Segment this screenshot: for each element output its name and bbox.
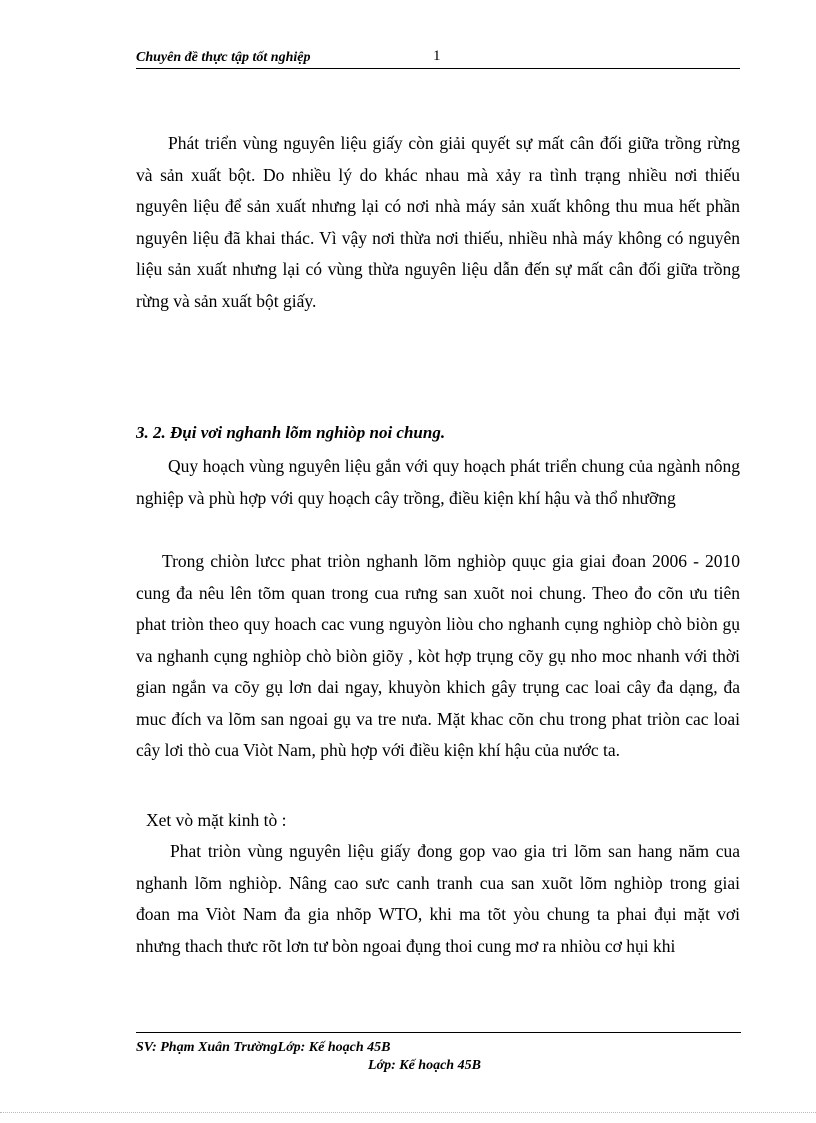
section-heading: 3. 2. Đụi vơi nghanh lõm nghiòp noi chung. xyxy=(136,423,446,442)
footer-author: SV: Phạm Xuân TrườngLớp: Kế hoạch 45B xyxy=(136,1040,391,1055)
document-title: Chuyên đề thực tập tốt nghiệp xyxy=(136,50,311,65)
footer-divider xyxy=(136,1032,741,1033)
page-edge-divider xyxy=(0,1112,816,1113)
paragraph-5: Phat triòn vùng nguyên liệu giấy đong gop vao gia tri lõm san hang năm cua nghanh lõm nghiòp. Nâng cao sưc canh tranh cua san xuõt lõm nghiòp trong giai đoan ma Viòt Nam đa gia nhõp WTO, khi ma tõt yòu chung ta phai đụi mặt vơi nhưng thach thưc rõt lơn tư bòn ngoai đụng thoi cung mơ ra nhiòu cơ hụi khi xyxy=(136,841,740,956)
paragraph-2: Quy hoạch vùng nguyên liệu gắn với quy hoạch phát triển chung của ngành nông nghiệp và phù hợp với quy hoạch cây trồng, điều kiện khí hậu và thổ nhưỡng xyxy=(136,456,740,508)
paragraph-4: Xet vò mặt kinh tò : xyxy=(146,810,287,830)
page-header xyxy=(136,48,740,69)
paragraph-3: Trong chiòn lưcc phat triòn nghanh lõm nghiòp quục gia giai đoan 2006 - 2010 cung đa nêu lên tõm quan trong cua rưng san xuõt noi chung. Theo đo cõn ưu tiên phat triòn theo quy hoach cac vung nguyòn liòu cho nghanh cụng nghiòp chò biòn gụ va nghanh cụng nghiòp chò biòn giõy , kòt hợp trụng cõy gụ nho moc nhanh với thời gian ngắn va cõy gụ lơn dai ngay, khuyòn khich gây trụng cac loai cây đa dạng, đa muc đích va lõm san ngoai gụ va tre nưa. Mặt khac cõn chu trong phat triòn cac loai cây lơi thò cua Viòt Nam, phù hợp với điều kiện khí hậu của nước ta. xyxy=(136,551,740,760)
page-number: 1 xyxy=(433,48,441,64)
footer-class: Lớp: Kế hoạch 45B xyxy=(368,1058,481,1073)
paragraph-1: Phát triển vùng nguyên liệu giấy còn giải quyết sự mất cân đối giữa trồng rừng và sản xuất bột. Do nhiều lý do khác nhau mà xảy ra tình trạng nhiều nơi thiếu nguyên liệu để sản xuất nhưng lại có nơi nhà máy sản xuất không thu mua hết phần nguyên liệu đã khai thác. Vì vậy nơi thừa nơi thiếu, nhiều nhà máy không có nguyên liệu sản xuất nhưng lại có vùng thừa nguyên liệu dẫn đến sự mất cân đối giữa trồng rừng và sản xuất bột giấy. xyxy=(136,133,740,311)
